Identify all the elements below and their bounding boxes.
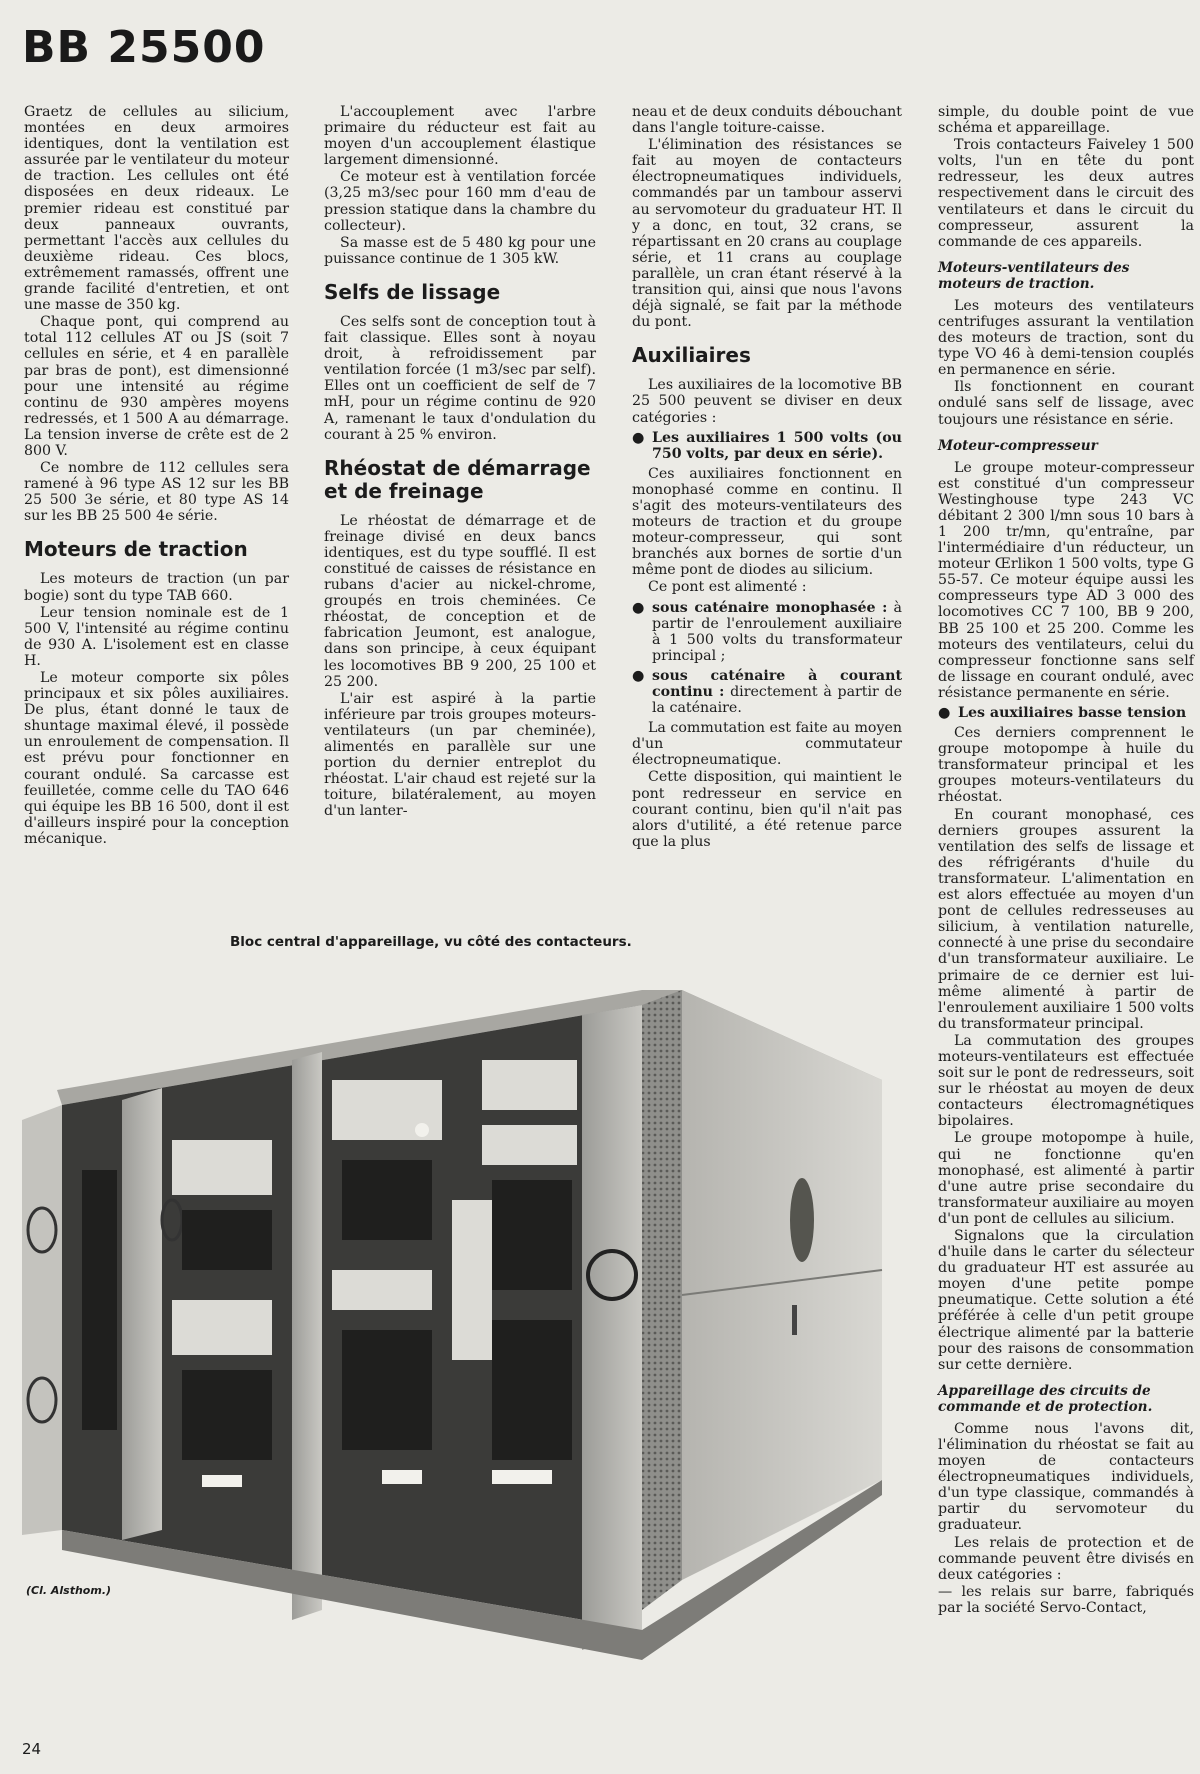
paragraph: Ces derniers comprennent le groupe motopompe à huile du transformateur principal et les groupes moteurs-ventilateurs du rhéostat. [938,725,1194,806]
bullet-item [632,430,902,462]
subheading-moteurs-ventilateurs: Moteurs-ventilateurs des moteurs de traction. [938,259,1130,292]
section-heading-moteurs: Moteurs de traction [24,537,248,562]
list-item [632,600,902,664]
paragraph: Ces auxiliaires fonctionnent en monophasé comme en continu. Il s'agit des moteurs-ventilateurs des moteurs de traction et du groupe moteur-compresseur, qui sont branchés aux bornes de sortie d'un même pont de diodes au silicium. [632,465,902,579]
list-item [632,668,902,716]
paragraph: neau et de deux conduits débouchant dans l'angle toiture-caisse. [632,104,902,137]
section-heading-selfs: Selfs de lissage [324,279,501,304]
bullet-dot-icon: ● [632,599,645,616]
equipment-photo [22,970,922,1690]
list-item-lead: sous caténaire monophasée : [652,599,888,616]
list-item-text: directement à partir de la caténaire. [652,684,903,717]
paragraph: Comme nous l'avons dit, l'élimination du rhéostat se fait au moyen de contacteurs électropneumatiques individuels, d'un type classique, commandés à partir du servomoteur du graduateur. [938,1420,1194,1534]
page-title: BB 25500 [22,22,266,73]
paragraph: Cette disposition, qui maintient le pont redresseur en service en courant continu, bien qu'il n'ait pas alors d'utilité, a été retenue parce que la plus [632,769,902,850]
paragraph: Sa masse est de 5 480 kg pour une puissance continue de 1 305 kW. [324,234,596,267]
text-column-1 [24,104,289,848]
page-number: 24 [22,1740,42,1758]
bullet-text: Les auxiliaires 1 500 volts (ou 750 volts, par deux en série). [652,429,902,462]
list-item: — les relais sur barre, fabriqués par la société Servo-Contact, [938,1583,1194,1616]
paragraph: Ces selfs sont de conception tout à fait classique. Elles sont à noyau droit, à refroidissement par ventilation forcée (1 m3/sec par self). Elles ont un coefficient de self de 7 mH, pour un régime continu de 920 A, ramenant le taux d'ondulation du courant à 25 % environ. [324,313,596,443]
text-column-3 [632,104,902,851]
text-column-4 [938,104,1194,1617]
section-heading-rheostat: Rhéostat de démarrage et de freinage [324,455,591,503]
paragraph: Les auxiliaires de la locomotive BB 25 500 peuvent se diviser en deux catégories : [632,377,902,426]
subheading-moteur-compresseur: Moteur-compresseur [938,437,1098,454]
paragraph: Ce pont est alimenté : [648,579,807,596]
paragraph: Les moteurs de traction (un par bogie) sont du type TAB 660. [24,571,289,604]
paragraph: Le moteur comporte six pôles principaux et six pôles auxiliaires. De plus, étant donné le taux de shuntage maximal élevé, il possède un enroulement de compensation. Il est prévu pour fonctionner en courant ondulé. Sa carcasse est feuilletée, comme celle du TAO 646 qui équipe les BB 16 500, dont il est d'ailleurs inspiré pour la conception mécanique. [24,670,289,847]
paragraph: Le groupe moteur-compresseur est constitué d'un compresseur Westinghouse type 243 VC débitant 2 300 l/mn sous 10 bars à 1 200 tr/mn, qu'entraîne, par l'intermédiaire d'un réducteur, un moteur Œrlikon 1 500 volts, type G 55-57. Ce moteur équipe aussi les compresseurs type AD 3 000 des locomotives CC 7 100, BB 9 200, BB 25 100 et 25 200. Comme les moteurs des ventilateurs, celui du compresseur fonctionne sans self de lissage en courant ondulé, avec résistance permanente en série. [938,459,1194,701]
list-item-lead: sous caténaire à courant continu : [652,667,902,700]
bullet-dot-icon: ● [938,705,951,721]
paragraph: simple, du double point de vue schéma et appareillage. [938,104,1194,137]
section-heading-auxiliaires: Auxiliaires [632,343,751,368]
bullet-item [938,705,1194,721]
paragraph: Les moteurs des ventilateurs centrifuges assurant la ventilation des moteurs de traction, sont du type VO 46 à demi-tension couplés en permanence en série. [938,297,1194,379]
subheading-appareillage: Appareillage des circuits de commande et de protection. [938,1382,1153,1415]
paragraph: Le rhéostat de démarrage et de freinage divisé en deux bancs identiques, est du type soufflé. Il est constitué de caisses de résistance en rubans d'acier au nickel-chrome, groupés en trois cheminées. Ce rhéostat, de conception et de fabrication Jeumont, est analogue, dans son principe, à ceux équipant les locomotives BB 9 200, 25 100 et 25 200. [324,512,596,690]
paragraph: Signalons que la circulation d'huile dans le carter du sélecteur du graduateur HT est assurée au moyen d'une petite pompe pneumatique. Cette solution a été préférée à celle d'un petit groupe électrique alimenté par la batterie pour des raisons de consommation sur cette dernière. [938,1228,1194,1373]
paragraph: Ils fonctionnent en courant ondulé sans self de lissage, avec toujours une résistance en série. [938,379,1194,428]
paragraph: Ce nombre de 112 cellules sera ramené à 96 type AS 12 sur les BB 25 500 3e série, et 80 type AS 14 sur les BB 25 500 4e série. [24,460,289,525]
paragraph: L'élimination des résistances se fait au moyen de contacteurs électropneumatiques individuels, commandés par un tambour asservi au servomoteur du graduateur HT. Il y a donc, en tout, 32 crans, se répartissant en 20 crans au couplage série, et 11 crans au couplage parallèle, un cran étant réservé à la transition qui, ainsi que nous l'avons déjà signalé, se fait par la méthode du pont. [632,137,902,331]
paragraph: Leur tension nominale est de 1 500 V, l'intensité au régime continu de 930 A. L'isolement est en classe H. [24,604,289,669]
paragraph: En courant monophasé, ces derniers groupes assurent la ventilation des selfs de lissage et des réfrigérants d'huile du transformateur. L'alimentation en est alors effectuée au moyen d'un pont de cellules redresseuses au silicium, à ventilation naturelle, connecté à une prise du secondaire d'un transformateur auxiliaire. Le primaire de ce dernier est lui-même alimenté à partir de l'enroulement auxiliaire 1 500 volts du transformateur principal. [938,806,1194,1032]
bullet-text: Les auxiliaires basse tension [958,705,1187,721]
figure-caption: Bloc central d'appareillage, vu côté des contacteurs. [230,934,632,950]
list-item-text: à partir de l'enroulement auxiliaire à 1 500 volts du transformateur principal ; [652,599,902,664]
photo-credit: (Cl. Alsthom.) [26,1584,112,1597]
paragraph: L'air est aspiré à la partie inférieure par trois groupes moteurs-ventilateurs (un par cheminée), alimentés en parallèle sur une portion du dernier entreplot du rhéostat. L'air chaud est rejeté sur la toiture, bilatéralement, au moyen d'un lanter- [324,690,596,820]
bullet-dot-icon: ● [632,667,645,684]
paragraph: Trois contacteurs Faiveley 1 500 volts, l'un en tête du pont redresseur, les deux autres respectivement dans le circuit des ventilateurs et dans le circuit du compresseur, assurent la commande de ces appareils. [938,137,1194,250]
paragraph: Le groupe motopompe à huile, qui ne fonctionne qu'en monophasé, est alimenté à partir d'une autre prise secondaire du transformateur auxiliaire au moyen d'un pont de cellules au silicium. [938,1130,1194,1227]
paragraph: Chaque pont, qui comprend au total 112 cellules AT ou JS (soit 7 cellules en série, et 4 en parallèle par bras de pont), est dimensionné pour une intensité au régime continu de 930 ampères moyens redressés, et 1 500 A au démarrage. La tension inverse de crête est de 2 800 V. [24,314,289,459]
paragraph: La commutation des groupes moteurs-ventilateurs est effectuée soit sur le pont de redresseurs, soit sur le rhéostat au moyen de deux contacteurs électromagnétiques bipolaires. [938,1032,1194,1130]
paragraph: La commutation est faite au moyen d'un commutateur électropneumatique. [632,720,902,769]
text-column-2 [324,104,596,820]
paragraph: Ce moteur est à ventilation forcée (3,25 m3/sec pour 160 mm d'eau de pression statique dans la chambre du collecteur). [324,169,596,234]
paragraph: L'accouplement avec l'arbre primaire du réducteur est fait au moyen d'un accouplement élastique largement dimensionné. [324,104,596,169]
paragraph: Les relais de protection et de commande peuvent être divisés en deux catégories : [938,1534,1194,1583]
paragraph: Graetz de cellules au silicium, montées en deux armoires identiques, dont la ventilation est assurée par le ventilateur du moteur de traction. Les cellules ont été disposées en deux rideaux. Le premier rideau est constitué par deux panneaux ouvrants, permettant l'accès aux cellules du deuxième rideau. Ces blocs, extrêmement ramassés, offrent une grande facilité d'entretien, et ont une masse de 350 kg. [24,104,289,314]
bullet-dot-icon: ● [632,429,645,446]
